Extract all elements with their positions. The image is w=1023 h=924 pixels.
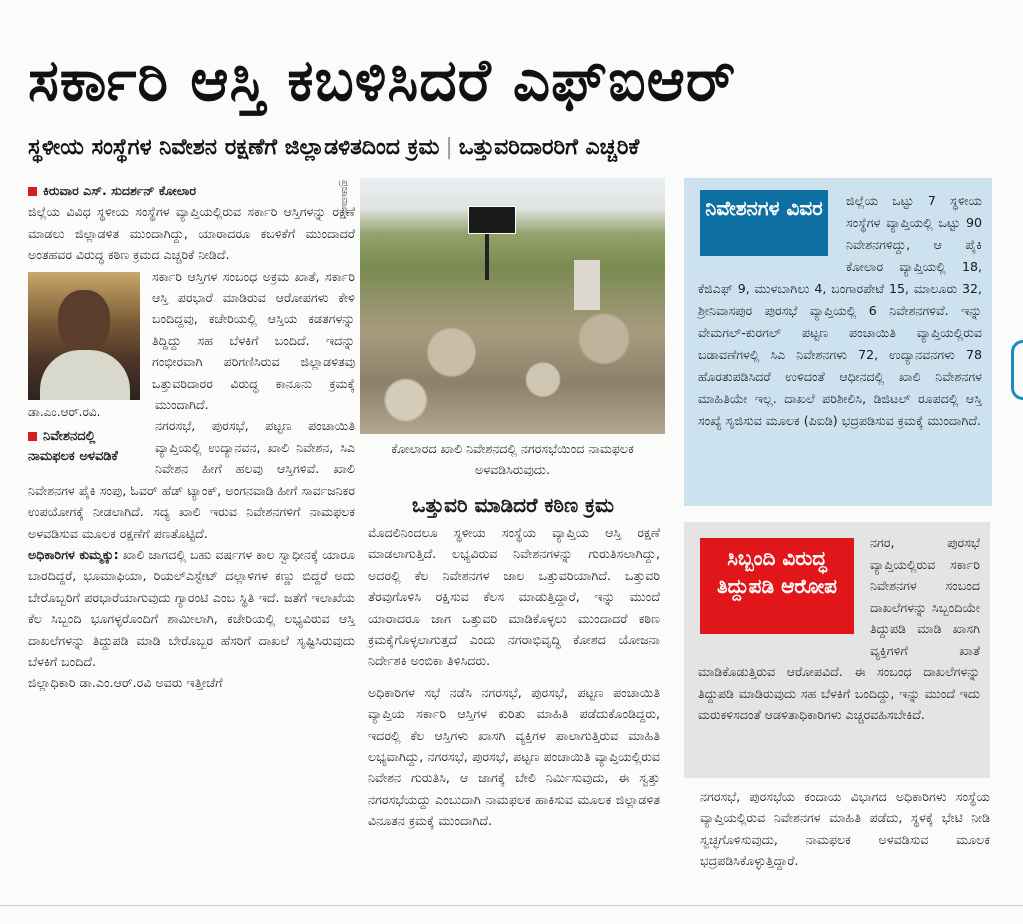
rubble xyxy=(360,298,665,434)
column-third: ನಗರಸಭೆ, ಪುರಸಭೆಯ ಕಂದಾಯ ವಿಭಾಗದ ಅಧಿಕಾರಿಗಳು ಸಂಸ್ಥೆಯ ವ್ಯಾಪ್ತಿಯಲ್ಲಿರುವ ನಿವೇಶನಗಳ ಮಾಹಿತಿ ಪಡೆದು, ಸ್ಥಳಕ್ಕೆ ಭೇಟಿ ನೀಡಿ ಸ್ವಚ್ಛಗೊಳಿಸುವುದು, ನಾಮಫಲಕ ಅಳವಡಿಸುವ ಮೂಲಕ ಭದ್ರಪಡಿಸಿಕೊಳ್ಳುತ್ತಿದ್ದಾರೆ. xyxy=(700,789,990,869)
subheadline xyxy=(28,128,1003,168)
subhead-separator: | xyxy=(445,135,453,160)
byline-text: ಕಿರುವಾರ ಎಸ್‌. ಸುದರ್ಶನ್‌ ಕೋಲಾರ xyxy=(43,183,196,198)
subhead-left: ಸ್ಥಳೀಯ ಸಂಸ್ಥೆಗಳ ನಿವೇಶನ ರಕ್ಷಣೆಗೆ ಜಿಲ್ಲಾಡಳಿತದಿಂದ ಕ್ರಮ xyxy=(28,135,440,160)
sites-details-label: ನಿವೇಶನಗಳ ವಿವರ xyxy=(700,190,828,256)
bullet-square-icon xyxy=(28,187,37,196)
column-main-story xyxy=(28,180,355,890)
vacant-site-photo xyxy=(360,178,665,434)
paragraph-4 xyxy=(28,544,355,672)
portrait-caption xyxy=(28,402,143,423)
headline: ಸರ್ಕಾರಿ ಆಸ್ತಿ ಕಬಳಿಸಿದರೆ ಎಫ್‌ಐಆರ್ xyxy=(28,46,737,114)
portrait-photo xyxy=(28,272,140,400)
portrait-caption-text: ಡಾ.ಎಂ.ಆರ್‌.ರವಿ. xyxy=(28,404,101,419)
paragraph-4-lead: ಅಧಿಕಾರಿಗಳ ಕುಮ್ಮಕ್ಕು: xyxy=(28,546,119,562)
paragraph-3: ನಗರಸಭೆ, ಪುರಸಭೆ, ಪಟ್ಟಣ ಪಂಚಾಯಿತಿ ವ್ಯಾಪ್ತಿಯಲ್ಲಿ ಉದ್ಯಾನವನ, ಖಾಲಿ ನಿವೇಶನ, ಸಿಎ ನಿವೇಶನ ಹೀಗೆ ಹಲವು ಆಸ್ತಿಗಳಿವೆ. ಖಾಲಿ ನಿವೇಶನಗಳ ಪೈಕಿ ಸಂಪು, ಓವರ್‌ ಹೆಡ್‌ ಟ್ಯಾಂಕ್‌, ಅಂಗನವಾಡಿ ಹೀಗೆ ಸಾರ್ವಜನಿಕರ ಉಪಯೋಗಕ್ಕೆ ನೀಡಲಾಗಿದೆ. ಸದ್ಯ ಖಾಲಿ ಇರುವ ನಿವೇಶನಗಳಿಗೆ ನಾಮಫಲಕ ಅಳವಡಿಸುವ ಮೂಲಕ ರಕ್ಷಣೆಗೆ ಪಣತೊಟ್ಟಿದೆ. xyxy=(28,418,355,541)
photo-caption: ಕೋಲಾರದ ಖಾಲಿ ನಿವೇಶನದಲ್ಲಿ ನಗರಸಭೆಯಿಂದ ನಾಮಫಲಕ ಅಳವಡಿಸಿರುವುದು. xyxy=(391,441,634,477)
subnote-text: ನಿವೇಶನದಲ್ಲಿ ನಾಮಫಲಕ ಅಳವಡಿಕೆ xyxy=(28,428,118,464)
subhead-right: ಒತ್ತುವರಿದಾರರಿಗೆ ಎಚ್ಚರಿಕೆ xyxy=(458,135,640,160)
sites-details-box xyxy=(684,178,992,506)
nameplate-sign xyxy=(468,206,516,234)
staff-allegation-label: ಸಿಬ್ಬಂದಿ ವಿರುದ್ಧ ತಿದ್ದುಪಡಿ ಆರೋಪ xyxy=(700,538,854,634)
paragraph-4-text: ಖಾಲಿ ಜಾಗದಲ್ಲಿ ಬಹು ವರ್ಷಗಳ ಕಾಲ ಸ್ವಾಧೀನಕ್ಕೆ ಯಾರೂ ಬಾರದಿದ್ದರೆ, ಭೂಮಾಫಿಯಾ, ರಿಯಲ್‌ಎಸ್ಟೇಟ್‌ ದಲ್ಲಾಳಿಗಳ ಕಣ್ಣು ಬಿದ್ದರೆ ಅದು ಬೇರೊಬ್ಬರಿಗೆ ಪರಭಾರೆಯಾಗುವುದು ಗ್ಯಾರಂಟಿ ಎಂಬ ಸ್ಥಿತಿ ಇದೆ. ಜತೆಗೆ ಇಲಾಖೆಯ ಕೆಲ ಸಿಬ್ಬಂದಿ ಭೂಗಳ್ಳರೊಂದಿಗೆ ಶಾಮೀಲಾಗಿ, ಕಚೇರಿಯಲ್ಲಿ ಲಭ್ಯವಿರುವ ಆಸ್ತಿ ದಾಖಲೆಗಳನ್ನು ತಿದ್ದುಪಡಿ ಮಾಡಿ ಬೇರೊಬ್ಬರ ಹೆಸರಿಗೆ ದಾಖಲೆ ಸೃಷ್ಟಿಸಿರುವುದು ಬೆಳಕಿಗೆ ಬಂದಿದೆ. xyxy=(28,546,356,669)
subnote-box xyxy=(28,427,143,467)
paragraph-5: ಜಿಲ್ಲಾಧಿಕಾರಿ ಡಾ.ಎಂ.ಆರ್‌.ರವಿ ಅವರು ಇತ್ತೀಚೆಗೆ xyxy=(28,675,223,691)
bullet-square-icon xyxy=(28,432,37,441)
edge-circle-mark xyxy=(1011,340,1023,400)
vertical-credit: ಪ್ರಜಾವಾಣಿ xyxy=(339,180,350,215)
bottom-rule xyxy=(0,905,1023,906)
staff-allegation-text: ನಗರ, ಪುರಸಭೆ ವ್ಯಾಪ್ತಿಯಲ್ಲಿರುವ ಸರ್ಕಾರಿ ನಿವೇಶನಗಳ ಸಂಬಂದ ದಾಖಲೆಗಳನ್ನು ಸಿಬ್ಬಂದಿಯೇ ತಿದ್ದುಪಡಿ ಮಾಡಿ ಖಾಸಗಿ ವ್ಯಕ್ತಿಗಳಿಗೆ ಖಾತೆ ಮಾಡಿಕೊಡುತ್ತಿರುವ ಆರೋಪವಿದೆ. ಈ ಸಂಬಂಧ ದಾಖಲೆಗಳನ್ನು ತಿದ್ದುಪಡಿ ಮಾಡಿರುವುದು ಸಹ ಬೆಳಕಿಗೆ ಬಂದಿದ್ದು, ಇನ್ನು ಮುಂದೆ ಇದು ಮರುಕಳಿಸದಂತೆ ಆಡಳಿತಾಧಿಕಾರಿಗಳು ಎಚ್ಚರವಹಿಸಬೇಕಿದೆ. xyxy=(698,535,980,722)
column-second xyxy=(368,522,660,892)
paragraph-1: ಜಿಲ್ಲೆಯ ವಿವಿಧ ಸ್ಥಳೀಯ ಸಂಸ್ಥೆಗಳ ವ್ಯಾಪ್ತಿಯಲ್ಲಿರುವ ಸರ್ಕಾರಿ ಆಸ್ತಿಗಳನ್ನು ರಕ್ಷಣೆ ಮಾಡಲು ಜಿಲ್ಲಾಡಳಿತ ಮುಂದಾಗಿದ್ದು, ಯಾರಾದರೂ ಕಬಳಿಕೆಗೆ ಮುಂದಾದರೆ ಅಂತಹವರ ವಿರುದ್ಧ ಕಠಿಣ ಕ್ರಮದ ಎಚ್ಚರಿಕೆ ನೀಡಿದೆ. xyxy=(28,204,355,263)
paragraph-2: ಸರ್ಕಾರಿ ಆಸ್ತಿಗಳ ಸಂಬಂಧ ಅಕ್ರಮ ಖಾತೆ, ಸರ್ಕಾರಿ ಆಸ್ತಿ ಪರಭಾರೆ ಮಾಡಿರುವ ಆರೋಪಗಳು ಕೇಳಿ ಬಂದಿದ್ದವು, ಕಚೇರಿಯಲ್ಲಿ ಆಸ್ತಿಯ ಕಡತಗಳನ್ನು ತಿದ್ದಿದ್ದು ಸಹ ಬೆಳಕಿಗೆ ಬಂದಿದೆ. ಇದನ್ನು ಗಂಭೀರವಾಗಿ ಪರಿಗಣಿಸಿರುವ ಜಿಲ್ಲಾಡಳಿತವು ಒತ್ತುವರಿದಾರರ ವಿರುದ್ಧ ಕಾನೂನು ಕ್ರಮಕ್ಕೆ ಮುಂದಾಗಿದೆ. xyxy=(152,268,355,413)
col2-paragraph-1: ಮೊದಲಿನಿಂದಲೂ ಸ್ಥಳೀಯ ಸಂಸ್ಥೆಯ ವ್ಯಾಪ್ತಿಯ ಆಸ್ತಿ ರಕ್ಷಣೆ ಮಾಡಲಾಗುತ್ತಿದೆ. ಲಭ್ಯವಿರುವ ನಿವೇಶನಗಳನ್ನು ಗುರುತಿಸಲಾಗಿದ್ದು, ಅದರಲ್ಲಿ ಕೆಲ ನಿವೇಶನಗಳ ಜಾಲ ಒತ್ತುವರಿಯಾಗಿದೆ. ಒತ್ತುವರಿ ತೆರವುಗೊಳಿಸಿ ರಕ್ಷಿಸುವ ಕೆಲಸ ಮಾಡುತ್ತಿದ್ದಾರೆ, ಇನ್ನು ಮುಂದೆ ಯಾರಾದರೂ ಜಾಗ ಒತ್ತುವರಿ ಮಾಡಿಕೊಳ್ಳಲು ಮುಂದಾದರೆ ಕಠಿಣ ಕ್ರಮಕೈಗೊಳ್ಳಲಾಗುತ್ತದೆ ಎಂದು ನಗರಾಭಿವೃದ್ಧಿ ಕೋಶದ ಯೋಜನಾ ನಿರ್ದೇಶಕಿ ಅಂಬಿಕಾ ತಿಳಿಸಿದರು. xyxy=(368,525,660,669)
col2-paragraph-2: ಅಧಿಕಾರಿಗಳ ಸಭೆ ನಡೆಸಿ ನಗರಸಭೆ, ಪುರಸಭೆ, ಪಟ್ಟಣ ಪಂಚಾಯಿತಿ ವ್ಯಾಪ್ತಿಯ ಸರ್ಕಾರಿ ಆಸ್ತಿಗಳ ಕುರಿತು ಮಾಹಿತಿ ಪಡೆದುಕೊಂಡಿದ್ದರು, ಇದರಲ್ಲಿ ಕೆಲ ಆಸ್ತಿಗಳು ಖಾಸಗಿ ವ್ಯಕ್ತಿಗಳ ಪಾಲಾಗುತ್ತಿರುವ ಮಾಹಿತಿ ಲಭ್ಯವಾಗಿದ್ದು, ನಗರಸಭೆ, ಪುರಸಭೆ, ಪಟ್ಟಣ ಪಂಚಾಯಿತಿ ವ್ಯಾಪ್ತಿಯಲ್ಲಿರುವ ನಿವೇಶನ ಗುರುತಿಸಿ, ಆ ಜಾಗಕ್ಕೆ ಬೇಲಿ ನಿರ್ಮಿಸುವುದು, ಈ ಸ್ವತ್ತು ನಗರಸಭೆಯದ್ದು ಎಂಬುದಾಗಿ ನಾಮಫಲಕ ಹಾಕಿಸುವ ಮೂಲಕ ಜಿಲ್ಲಾಡಳಿತ ವಿನೂತನ ಕ್ರಮಕ್ಕೆ ಮುಂದಾಗಿದೆ. xyxy=(368,684,660,829)
sites-details-text: ಜಿಲ್ಲೆಯ ಒಟ್ಟು 7 ಸ್ಥಳೀಯ ಸಂಸ್ಥೆಗಳ ವ್ಯಾಪ್ತಿಯಲ್ಲಿ ಒಟ್ಟು 90 ನಿವೇಶನಗಳಿದ್ದು, ಆ ಪೈಕಿ ಕೋಲಾರ ವ್ಯಾಪ್ತಿಯಲ್ಲಿ 18, ಕೆಜಿಎಫ್‌ 9, ಮುಳಬಾಗಿಲು 4, ಬಂಗಾರಪೇಟೆ 15, ಮಾಲೂರು 32, ಶ್ರೀನಿವಾಸಪುರ ಪುರಸಭೆ ವ್ಯಾಪ್ತಿಯಲ್ಲಿ 6 ನಿವೇಶನಗಳಿವೆ. ಇನ್ನು ವೇಮಗಲ್‌-ಕುರಗಲ್‌ ಪಟ್ಟಣ ಪಂಚಾಯಿತಿ ವ್ಯಾಪ್ತಿಯಲ್ಲಿರುವ ಬಡಾವಣೆಗಳಲ್ಲಿ ಸಿಎ ನಿವೇಶನಗಳು 72, ಉದ್ಯಾನವನಗಳು 78 ಹೊರತುಪಡಿಸಿದರೆ ಉಳಿದಂತೆ ಆಧೀನದಲ್ಲಿ ಖಾಲಿ ನಿವೇಶನಗಳ ಮಾಹಿತಿಯೇ ಇಲ್ಲ. ದಾಖಲೆ ಪರಿಶೀಲಿಸಿ, ಡಿಜಿಟಲ್‌ ರೂಪದಲ್ಲಿ ಆಸ್ತಿ ಸಂಖ್ಯೆ ಸೃಜಿಸುವ ಮೂಲಕ (ಪಿಐಡಿ) ಭದ್ರಪಡಿಸುವ ಕ್ರಮಕ್ಕೆ ಮುಂದಾಗಿದೆ. xyxy=(698,193,982,428)
staff-allegation-box xyxy=(684,522,990,778)
byline xyxy=(28,180,355,201)
section-heading: ಒತ್ತುವರಿ ಮಾಡಿದರೆ ಕಠಿಣ ಕ್ರಮ xyxy=(412,493,614,517)
